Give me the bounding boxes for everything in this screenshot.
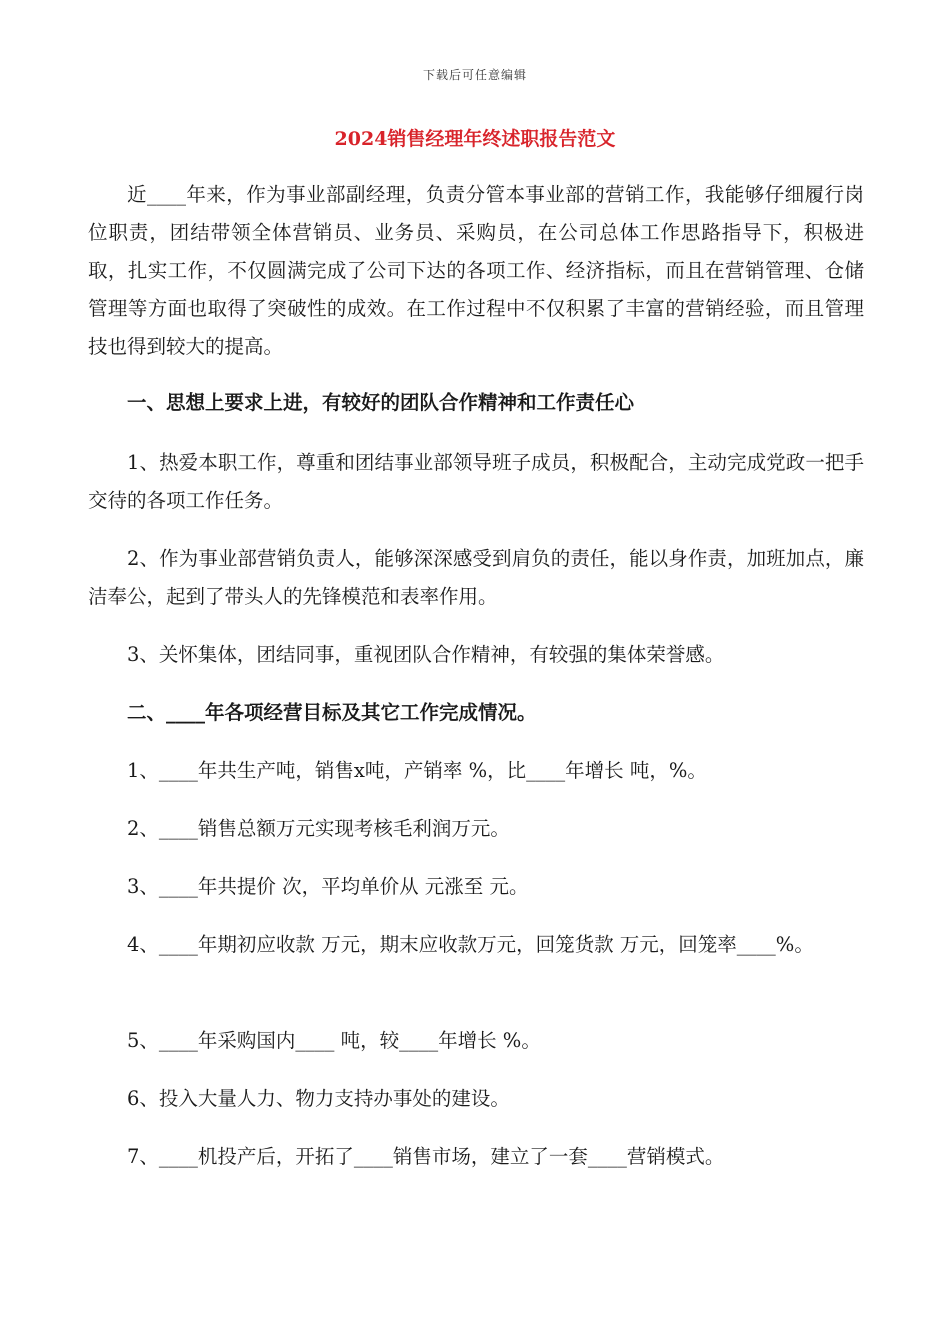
header-note: 下载后可任意编辑	[422, 68, 527, 82]
intro-paragraph: 近____年来，作为事业部副经理，负责分管本事业部的营销工作，我能够仔细履行岗位职责，团结带领全体营销员、业务员、采购员，在公司总体工作思路指导下，积极进取，扎实工作，不仅圆满完成了公司下达的各项工作、经济指标，而且在营销管理、仓储管理等方面也取得了突破性的成效。在工作过程中不仅积累了丰富的营销经验，而且管理技也得到较大的提高。	[88, 183, 864, 358]
section-2-item-4: 4、____年期初应收款 万元，期末应收款万元，回笼货款 万元，回笼率____%。	[127, 933, 814, 956]
section-1-item-3: 3、关怀集体，团结同事，重视团队合作精神，有较强的集体荣誉感。	[127, 643, 725, 666]
section-1-item-2: 2、作为事业部营销负责人，能够深深感受到肩负的责任，能以身作责，加班加点，廉洁奉公，起到了带头人的先锋模范和表率作用。	[88, 547, 864, 608]
section-1-heading: 一、思想上要求上进，有较好的团队合作精神和工作责任心	[127, 391, 635, 414]
document-title: 2024销售经理年终述职报告范文	[334, 128, 616, 150]
section-2-heading: 二、____年各项经营目标及其它工作完成情况。	[127, 701, 537, 724]
section-2-item-1: 1、____年共生产吨，销售x吨，产销率 %，比____年增长 吨，%。	[127, 759, 707, 782]
section-2-item-2: 2、____销售总额万元实现考核毛利润万元。	[127, 817, 510, 840]
section-2-item-7: 7、____机投产后，开拓了____销售市场，建立了一套____营销模式。	[127, 1145, 725, 1168]
section-2-item-3: 3、____年共提价 次，平均单价从 元涨至 元。	[127, 875, 529, 898]
section-2-item-5: 5、____年采购国内____ 吨，较____年增长 %。	[127, 1029, 541, 1052]
section-2-item-6: 6、投入大量人力、物力支持办事处的建设。	[127, 1087, 510, 1110]
section-1-item-1: 1、热爱本职工作，尊重和团结事业部领导班子成员，积极配合，主动完成党政一把手交待的各项工作任务。	[88, 451, 864, 512]
